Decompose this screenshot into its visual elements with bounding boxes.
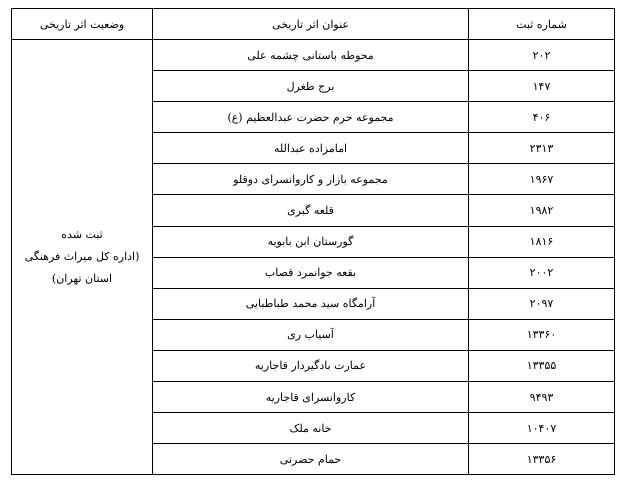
heritage-table-wrapper: [11, 8, 615, 475]
registration-number-cell: ۲۰۲: [469, 40, 615, 71]
heritage-title-cell: حمام حضرتی: [153, 444, 469, 475]
registration-number-cell: ۱۹۶۷: [469, 164, 615, 195]
heritage-table: [11, 8, 615, 475]
registration-number-cell: ۲۰۹۷: [469, 288, 615, 319]
heritage-status-cell: [12, 40, 153, 475]
heritage-title-cell: آرامگاه سید محمد طباطبایی: [153, 288, 469, 319]
heritage-title-cell: امامزاده عبدالله: [153, 133, 469, 164]
status-line1: ثبت شده: [61, 228, 103, 242]
heritage-title-cell: خانه ملک: [153, 413, 469, 444]
heritage-title-cell: آسیاب ری: [153, 319, 469, 350]
registration-number-cell: ۲۳۱۳: [469, 133, 615, 164]
header-number: شماره ثبت: [469, 9, 615, 40]
header-status: وضعیت اثر تاریخی: [12, 9, 153, 40]
registration-number-cell: ۱۳۳۵۶: [469, 444, 615, 475]
registration-number-cell: ۱۳۳۶۰: [469, 319, 615, 350]
status-line3: استان تهران): [51, 272, 113, 286]
heritage-title-cell: قلعه گبری: [153, 195, 469, 226]
table-row: [12, 40, 615, 71]
heritage-title-cell: محوطه باستانی چشمه علی: [153, 40, 469, 71]
status-line2: (اداره کل میراث فرهنگی: [24, 250, 140, 264]
heritage-title-cell: برج طغرل: [153, 71, 469, 102]
heritage-title-cell: بقعه جوانمرد قصاب: [153, 257, 469, 288]
registration-number-cell: ۱۴۷: [469, 71, 615, 102]
table-body: [12, 40, 615, 475]
registration-number-cell: ۲۰۰۲: [469, 257, 615, 288]
registration-number-cell: ۹۴۹۳: [469, 382, 615, 413]
heritage-title-cell: گورستان ابن بابویه: [153, 226, 469, 257]
registration-number-cell: ۴۰۶: [469, 102, 615, 133]
registration-number-cell: ۱۰۴۰۷: [469, 413, 615, 444]
heritage-title-cell: عمارت بادگیردار قاجاریه: [153, 350, 469, 381]
header-row: [12, 9, 615, 40]
heritage-title-cell: مجموعه بازار و کاروانسرای دوقلو: [153, 164, 469, 195]
registration-number-cell: ۱۹۸۲: [469, 195, 615, 226]
heritage-title-cell: مجموعه حرم حضرت عبدالعظیم (ع): [153, 102, 469, 133]
heritage-title-cell: کاروانسرای قاجاریه: [153, 382, 469, 413]
header-title: عنوان اثر تاریخی: [153, 9, 469, 40]
registration-number-cell: ۱۸۱۶: [469, 226, 615, 257]
registration-number-cell: ۱۳۳۵۵: [469, 350, 615, 381]
